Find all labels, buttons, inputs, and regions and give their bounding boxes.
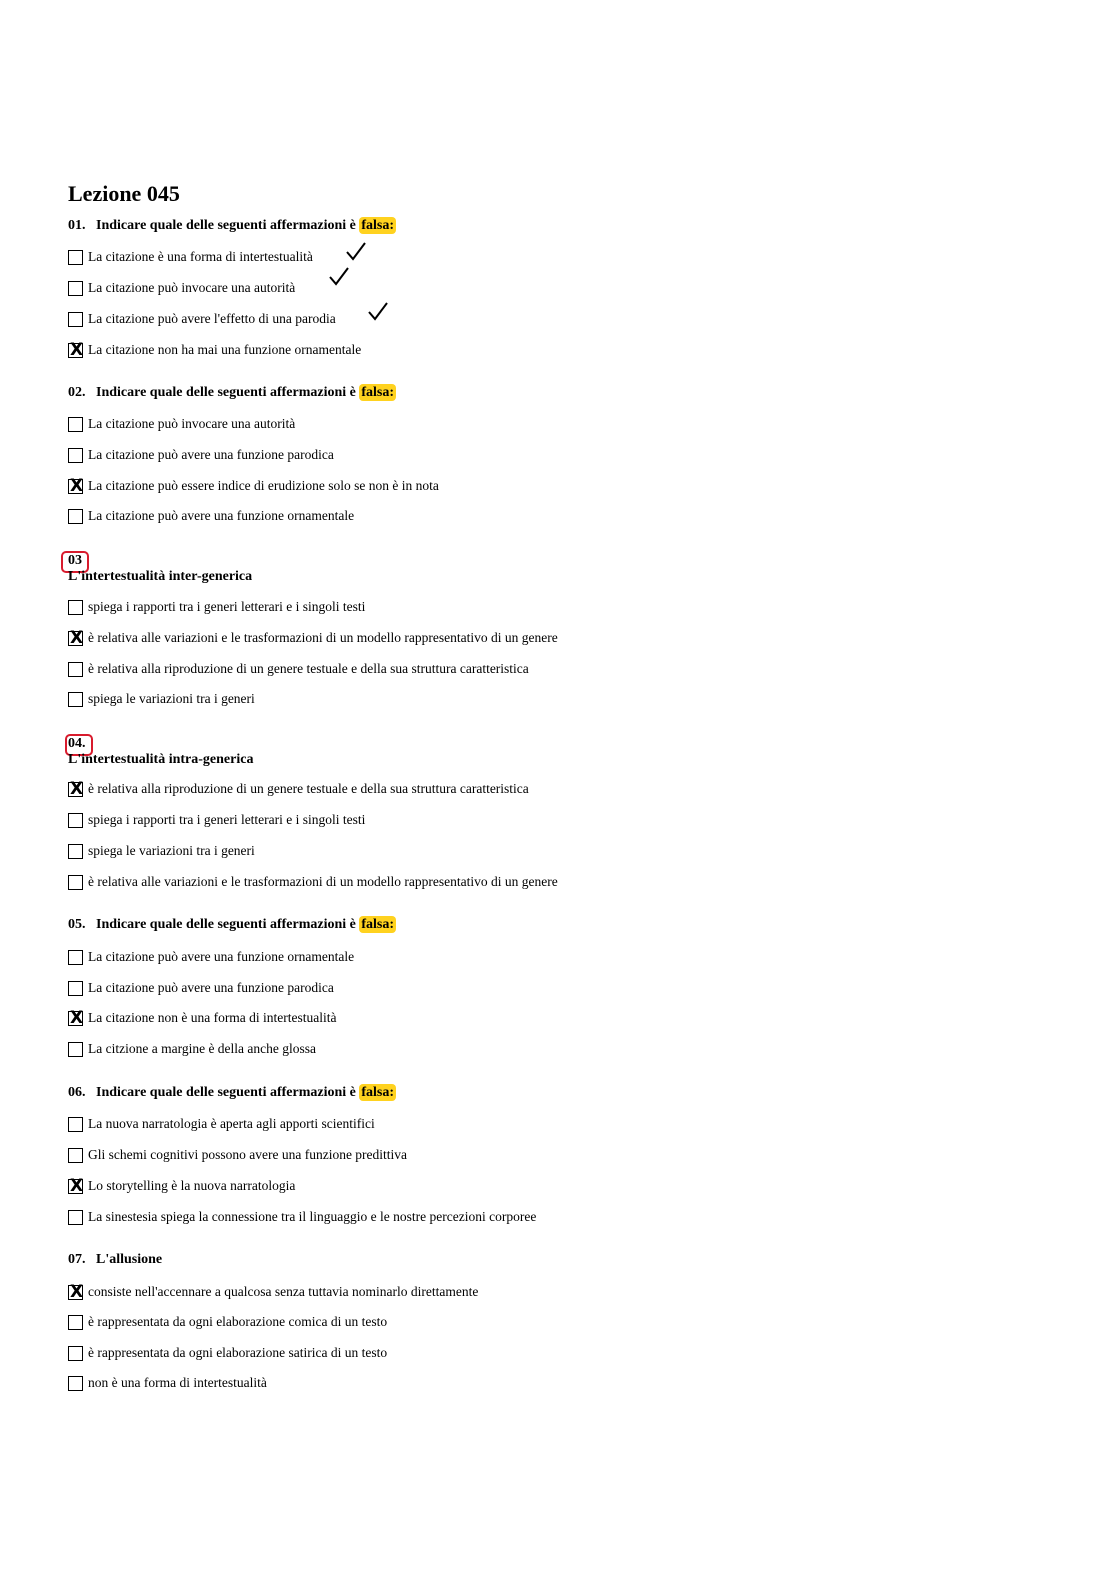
question-stem: Indicare quale delle seguenti affermazioni è <box>96 1085 360 1100</box>
checkbox[interactable] <box>68 692 83 707</box>
checkbox[interactable] <box>68 1346 83 1361</box>
checkbox[interactable] <box>68 1210 83 1225</box>
checkbox[interactable] <box>68 875 83 890</box>
question-stem: L'intertestualità inter-generica <box>68 569 253 584</box>
question-stem: L'allusione <box>96 1252 163 1267</box>
checkbox[interactable] <box>68 844 83 859</box>
x-mark: X <box>70 778 84 799</box>
checkbox-checked[interactable] <box>68 778 84 799</box>
question-7-header <box>68 1252 162 1268</box>
x-mark: X <box>70 1175 84 1196</box>
option[interactable] <box>68 247 313 267</box>
question-number-circled <box>68 553 82 569</box>
option-label: La citazione può invocare una autorità <box>88 280 296 295</box>
checkbox[interactable] <box>68 1042 83 1057</box>
checkbox-checked[interactable] <box>68 1007 84 1028</box>
option-label: La citazione può invocare una autorità <box>88 416 296 431</box>
option[interactable] <box>68 506 354 526</box>
option[interactable] <box>68 1008 337 1028</box>
x-mark: X <box>70 339 84 360</box>
checkbox[interactable] <box>68 281 83 296</box>
checkbox-checked[interactable] <box>68 339 84 360</box>
option-label: La sinestesia spiega la connessione tra il linguaggio e le nostre percezioni corporee <box>88 1209 537 1224</box>
option[interactable] <box>68 1207 536 1227</box>
option-label: La nuova narratologia è aperta agli apporti scientifici <box>88 1116 375 1131</box>
option[interactable] <box>68 597 365 617</box>
question-stem: Indicare quale delle seguenti affermazioni è <box>96 917 360 932</box>
x-mark: X <box>70 1281 84 1302</box>
option[interactable] <box>68 278 295 298</box>
handwritten-check-icon <box>366 300 390 324</box>
option-label: La citazione può essere indice di erudizione solo se non è in nota <box>88 478 439 493</box>
question-number: 02. <box>68 385 86 400</box>
option-label: spiega i rapporti tra i generi letterari e i singoli testi <box>88 599 366 614</box>
option[interactable] <box>68 779 529 799</box>
highlighted-word: falsa: <box>361 1085 395 1100</box>
checkbox[interactable] <box>68 448 83 463</box>
checkbox-checked[interactable] <box>68 475 84 496</box>
question-number: 01. <box>68 218 86 233</box>
option[interactable] <box>68 445 334 465</box>
option[interactable] <box>68 1282 478 1302</box>
option-label: è rappresentata da ogni elaborazione comica di un testo <box>88 1314 388 1329</box>
option-label: consiste nell'accennare a qualcosa senza tuttavia nominarlo direttamente <box>88 1284 479 1299</box>
option-label: La citazione può avere una funzione parodica <box>88 980 334 995</box>
option[interactable] <box>68 841 255 861</box>
x-mark: X <box>70 475 84 496</box>
option[interactable] <box>68 872 558 892</box>
checkbox[interactable] <box>68 662 83 677</box>
question-number: 05. <box>68 917 86 932</box>
option-label: La citazione può avere una funzione ornamentale <box>88 508 355 523</box>
option-label: La citzione a margine è della anche glossa <box>88 1041 317 1056</box>
option[interactable] <box>68 476 439 496</box>
question-stem: Indicare quale delle seguenti affermazioni è <box>96 385 360 400</box>
option-label: è relativa alla riproduzione di un genere testuale e della sua struttura caratteristica <box>88 781 529 796</box>
option-label: Gli schemi cognitivi possono avere una funzione predittiva <box>88 1147 408 1162</box>
question-6-header <box>68 1085 396 1101</box>
option-label: è rappresentata da ogni elaborazione satirica di un testo <box>88 1345 388 1360</box>
highlighted-word: falsa: <box>361 385 395 400</box>
question-number: 04. <box>68 736 86 751</box>
question-number-circled <box>68 736 86 752</box>
option[interactable] <box>68 978 334 998</box>
question-5-header <box>68 917 396 933</box>
highlighted-word: falsa: <box>361 917 395 932</box>
option-label: non è una forma di intertestualità <box>88 1375 267 1390</box>
checkbox[interactable] <box>68 312 83 327</box>
option-label: è relativa alla riproduzione di un genere testuale e della sua struttura caratteristica <box>88 661 529 676</box>
option[interactable] <box>68 1114 375 1134</box>
option[interactable] <box>68 810 365 830</box>
x-mark: X <box>70 627 84 648</box>
option[interactable] <box>68 1145 407 1165</box>
checkbox-checked[interactable] <box>68 1281 84 1302</box>
option[interactable] <box>68 1176 295 1196</box>
option-label: Lo storytelling è la nuova narratologia <box>88 1178 296 1193</box>
question-number: 07. <box>68 1252 86 1267</box>
option[interactable] <box>68 628 558 648</box>
option-label: spiega le variazioni tra i generi <box>88 843 255 858</box>
checkbox[interactable] <box>68 600 83 615</box>
question-2-header <box>68 385 396 401</box>
option[interactable] <box>68 689 255 709</box>
option[interactable] <box>68 414 295 434</box>
option-label: La citazione non è una forma di intertestualità <box>88 1010 337 1025</box>
option[interactable] <box>68 1373 267 1393</box>
option[interactable] <box>68 947 354 967</box>
checkbox[interactable] <box>68 1148 83 1163</box>
option-label: è relativa alle variazioni e le trasformazioni di un modello rappresentativo di un genere <box>88 630 558 645</box>
checkbox[interactable] <box>68 417 83 432</box>
handwritten-check-icon <box>327 265 351 289</box>
option-label: è relativa alle variazioni e le trasformazioni di un modello rappresentativo di un genere <box>88 874 558 889</box>
checkbox[interactable] <box>68 950 83 965</box>
option-label: La citazione può avere una funzione parodica <box>88 447 334 462</box>
option[interactable] <box>68 1039 316 1059</box>
option-label: spiega i rapporti tra i generi letterari e i singoli testi <box>88 812 366 827</box>
option-label: La citazione può avere una funzione ornamentale <box>88 949 355 964</box>
question-number: 03 <box>68 553 82 568</box>
option-label: La citazione può avere l'effetto di una parodia <box>88 311 336 326</box>
question-stem: Indicare quale delle seguenti affermazioni è <box>96 218 360 233</box>
checkbox-checked[interactable] <box>68 627 84 648</box>
question-stem: L'intertestualità intra-generica <box>68 752 254 767</box>
option[interactable] <box>68 1312 387 1332</box>
checkbox[interactable] <box>68 250 83 265</box>
checkbox[interactable] <box>68 813 83 828</box>
option[interactable] <box>68 659 529 679</box>
option-label: La citazione è una forma di intertestualità <box>88 249 313 264</box>
checkbox[interactable] <box>68 509 83 524</box>
highlighted-word: falsa: <box>361 218 395 233</box>
question-1-header <box>68 218 396 234</box>
checkbox[interactable] <box>68 981 83 996</box>
option[interactable] <box>68 309 336 329</box>
option[interactable] <box>68 1343 387 1363</box>
question-number: 06. <box>68 1085 86 1100</box>
checkbox-checked[interactable] <box>68 1175 84 1196</box>
option-label: spiega le variazioni tra i generi <box>88 691 255 706</box>
checkbox[interactable] <box>68 1117 83 1132</box>
x-mark: X <box>70 1007 84 1028</box>
checkbox[interactable] <box>68 1315 83 1330</box>
option[interactable] <box>68 340 361 360</box>
page-title: Lezione 045 <box>68 181 180 206</box>
checkbox[interactable] <box>68 1376 83 1391</box>
option-label: La citazione non ha mai una funzione ornamentale <box>88 342 362 357</box>
handwritten-check-icon <box>344 240 368 264</box>
